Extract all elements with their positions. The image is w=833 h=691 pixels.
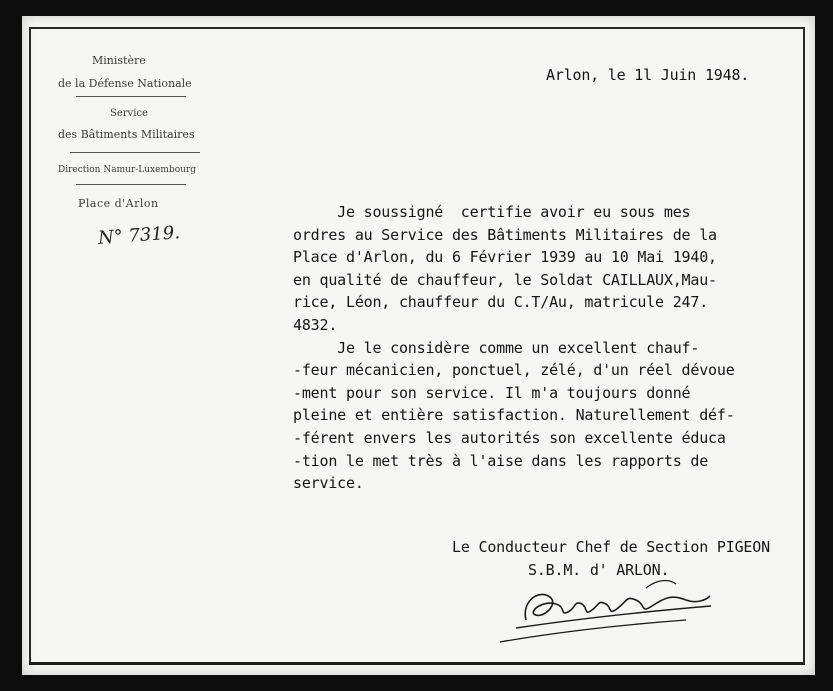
body-line: Je le considère comme un excellent chauf- [293,338,700,357]
body-line: -tion le met très à l'aise dans les rapports de [293,451,709,470]
signatory-unit: S.B.M. d' ARLON. [528,561,670,579]
body-line: ordres au Service des Bâtiments Militaires de la [293,225,717,244]
letterhead-service-line1: Service [110,108,148,119]
body-line: 4832. [293,316,338,334]
letterhead-divider [76,96,186,97]
letterhead-direction: Direction Namur-Luxembourg [58,165,196,175]
letterhead-place: Place d'Arlon [78,197,159,210]
body-line: Place d'Arlon, du 6 Février 1939 au 10 Mai 1940, [293,248,717,267]
date-line: Arlon, le 1l Juin 1948. [546,66,750,84]
letterhead-divider [70,152,200,153]
letterhead-divider [76,184,186,185]
body-line: Je soussigné certifie avoir eu sous mes [293,203,691,221]
body-line: -feur mécanicien, ponctuel, zélé, d'un réel dévoue [293,361,735,380]
body-line: -ment pour son service. Il m'a toujours donné [293,383,691,402]
body-line: rice, Léon, chauffeur du C.T/Au, matricule 247. [293,293,709,312]
letterhead-reference-number: N° 7319. [97,222,181,249]
body-line: -férent envers les autorités son excellente éduca [293,429,726,447]
letterhead-ministry-line1: Ministère [92,54,146,67]
letterhead-service-line2: des Bâtiments Militaires [58,128,195,141]
letterhead-ministry-line2: de la Défense Nationale [58,77,192,90]
body-line: service. [293,474,364,493]
body-line: pleine et entière satisfaction. Naturellement déf- [293,406,735,425]
body-line: en qualité de chauffeur, le Soldat CAILLAUX,Mau- [293,270,717,289]
signatory-title: Le Conducteur Chef de Section PIGEON [452,538,770,556]
handwritten-signature [496,570,716,650]
